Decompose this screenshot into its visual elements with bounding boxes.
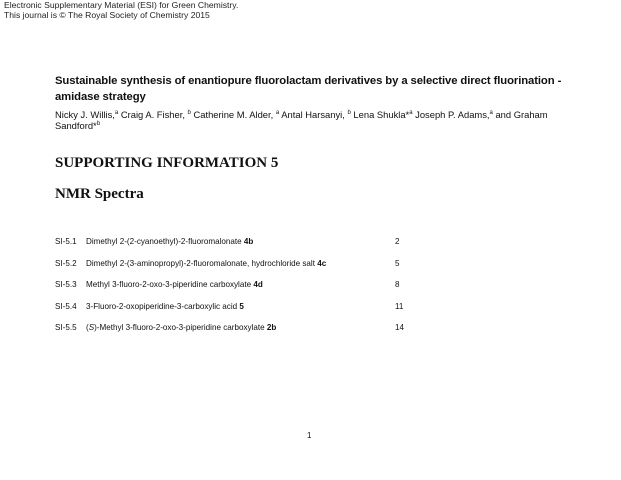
author-name: Joseph P. Adams,	[415, 109, 490, 120]
affiliation-mark: b	[96, 120, 101, 127]
affiliation-mark: a	[489, 110, 493, 116]
table-of-contents	[55, 237, 575, 345]
toc-title	[86, 237, 253, 247]
header-line-1: Electronic Supplementary Material (ESI) for Green Chemistry.	[4, 0, 239, 10]
author-name: Antal Harsanyi,	[281, 109, 345, 120]
toc-row[interactable]	[55, 280, 575, 302]
affiliation-mark: b	[187, 110, 191, 116]
toc-title	[86, 280, 263, 290]
toc-page: 2	[395, 237, 400, 246]
toc-title	[86, 323, 276, 333]
toc-row[interactable]	[55, 323, 575, 345]
journal-header	[4, 0, 238, 20]
toc-prefix: (	[86, 323, 89, 332]
affiliation-mark: a	[409, 110, 413, 116]
author-name: and Graham Sandford*	[55, 109, 548, 131]
toc-code: SI-5.2	[55, 258, 77, 268]
author-name: Catherine M. Alder,	[193, 109, 274, 120]
compound-number: 5	[239, 301, 244, 311]
toc-code: SI-5.1	[55, 237, 77, 246]
toc-code: SI-5.5	[55, 323, 77, 332]
author-name: Nicky J. Willis,	[55, 109, 115, 120]
header-line-2: This journal is © The Royal Society of Chemistry 2015	[4, 10, 210, 20]
compound-number: 4c	[317, 258, 327, 268]
compound-number: 4b	[243, 237, 254, 246]
toc-row[interactable]	[55, 302, 575, 324]
affiliation-mark: a	[114, 110, 119, 116]
toc-text: )-Methyl 3-fluoro-2-oxo-3-piperidine carboxylate	[94, 323, 267, 332]
subsection-heading: NMR Spectra	[55, 186, 144, 202]
author-list	[55, 110, 565, 131]
paper-title: Sustainable synthesis of enantiopure fluorolactam derivatives by a selective direct fluorination - amidase strategy	[55, 75, 562, 103]
author-name: Lena Shukla*	[353, 109, 410, 120]
toc-title	[86, 259, 326, 269]
toc-text: Methyl 3-fluoro-2-oxo-3-piperidine carboxylate	[86, 280, 254, 289]
toc-row[interactable]	[55, 259, 575, 281]
toc-text: Dimethyl 2-(3-aminopropyl)-2-fluoromalonate, hydrochloride salt	[86, 258, 318, 268]
compound-number: 4d	[253, 280, 263, 289]
toc-page: 11	[395, 301, 404, 311]
affiliation-mark: b	[347, 110, 351, 116]
page-number: 1	[307, 431, 312, 440]
toc-code: SI-5.3	[55, 280, 77, 289]
toc-text: Dimethyl 2-(2-cyanoethyl)-2-fluoromalonate	[86, 237, 244, 246]
toc-italic: S	[88, 323, 95, 332]
compound-number: 2b	[266, 323, 277, 332]
toc-title	[86, 302, 244, 312]
affiliation-mark: a	[275, 110, 280, 116]
toc-row[interactable]	[55, 237, 575, 259]
toc-code: SI-5.4	[55, 301, 77, 311]
toc-page: 5	[395, 258, 400, 268]
toc-page: 8	[395, 280, 400, 289]
toc-page: 14	[395, 323, 405, 332]
section-heading: SUPPORTING INFORMATION 5	[55, 155, 279, 171]
toc-text: 3-Fluoro-2-oxopiperidine-3-carboxylic acid	[86, 301, 240, 311]
author-name: Craig A. Fisher,	[120, 109, 185, 120]
